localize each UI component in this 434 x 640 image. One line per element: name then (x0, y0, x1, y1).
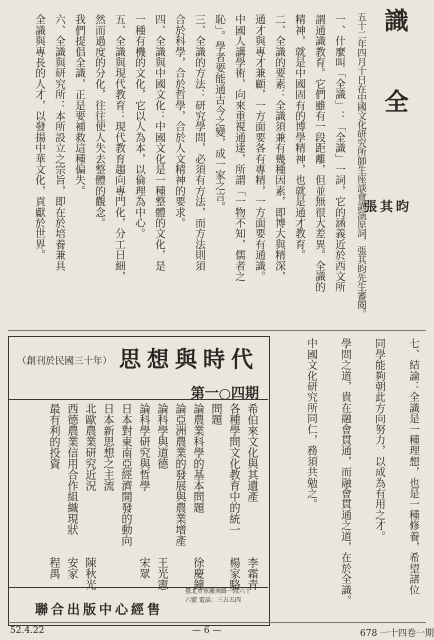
issue-number: 第一○四期 (190, 386, 259, 402)
toc-entry-title: 日本新思想之主流 (102, 403, 115, 491)
toc-entry-title: 論科學與道德 (156, 403, 169, 469)
toc-entry-author: 陳秋光 (84, 557, 97, 590)
toc-entry-title: 論科學研究與哲學 (138, 403, 151, 491)
article-column: 三、全識的方法：研究學問，必須有方法，而方法則須 (194, 14, 206, 271)
article-title: 識 全 (380, 8, 409, 127)
toc-entry-title: 希伯來文化與其遺產 (246, 403, 259, 502)
toc-entry-title: 問題 (210, 403, 223, 425)
toc-entry-author (119, 557, 133, 597)
article-subtitle: 五十二年四月十日在中國文化研究所師生座談會講演原詞，張其昀先生審閱。 (355, 12, 366, 318)
toc-entry-title: 論亞洲農業的發展與農業增產 (174, 403, 187, 546)
article-column: 然而過度的分化，往往使人失去整體的觀念。 (94, 14, 106, 228)
ad-rule-top (9, 399, 268, 400)
toc-entry-title: 各種學問文化教育中的統一 (228, 403, 241, 535)
publisher-address: 臺北市重慶南路一段六十六號 電話：三五五四 (185, 588, 252, 604)
toc-entry-author: 楊家駱 (228, 557, 241, 590)
footer-rule (8, 622, 426, 623)
article-column: 五、全識與現代教育：現代教育趨向專門化，分工日細， (114, 14, 126, 282)
article-column: 合於科學，合於哲學，合於人文精神的要求。 (174, 14, 186, 228)
article-column: 七、結論：全識是一種理想，也是一種修養，希望諸位 (408, 338, 420, 595)
toc-entry-author: 王光憲 (156, 557, 169, 590)
publisher-name: 聯合出版中心經售 (35, 603, 164, 618)
magazine-tagline: （創刊於民國三十年） (17, 356, 113, 367)
article-column: 我們提倡全識，正是要補救這種偏失。 (74, 14, 86, 196)
toc-entry-author: 安家 (66, 557, 79, 579)
article-column: 同學能夠朝此方向努力，以成為有用之才。 (374, 338, 386, 542)
page-number: — 6 — (192, 626, 222, 636)
article-column: 學問之道，貴在融會貫通，而融會貫通之道，在於全識。 (340, 338, 352, 606)
article-column: 通才與專才兼顧，一方面要各有專精，一方面要有通識。 (254, 14, 266, 282)
article-author: 張其昀 (363, 200, 412, 215)
article-column: 中國人講學術，向來重視通達，所謂「一物不知，儒者之 (234, 14, 246, 282)
footer-date: 52.4.22 (10, 626, 45, 636)
article-column: 恥」。學者要能通古今之變，成一家之言。 (214, 14, 226, 213)
article-column: 全識與專長的人才，以發揚中華文化，貢獻於世界。 (34, 14, 46, 261)
toc-entry-title: 最有利的投資 (48, 403, 61, 469)
article-column: 六、全識與研究所：本所設立之宗旨，即在於培養兼具 (54, 14, 66, 271)
divider-rule (8, 330, 426, 331)
article-column: 一、什麼叫「全識」：「全識」一詞，它的涵義近於西文所 (334, 14, 346, 293)
toc-entry-title: 論農業科學的基本問題 (192, 403, 205, 513)
toc-entry-title: 西德農業信用合作組織現狀 (66, 403, 79, 535)
article-column: 精神，就是中國固有的博學精神，也就是通才教育。 (294, 14, 306, 261)
toc-entry-title: 日本對東南亞經濟開發的動向 (120, 403, 133, 546)
magazine-title: 思想與時代 (118, 347, 259, 373)
toc-entry-author (101, 557, 115, 597)
toc-entry-title: 北歐農業研究近況 (84, 403, 97, 491)
toc-entry-author: 宋眾 (138, 557, 151, 579)
toc-entry-author: 徐慶鐘 (192, 557, 205, 590)
footer-series: 678 一十四卷一期 (360, 629, 434, 639)
article-column: 一種有機的文化，它以人為本，以倫理為中心。 (134, 14, 146, 239)
article-column: 二、全識的要素：全識須兼有幾種因素，即博大與精深， (274, 14, 286, 282)
toc-entry-author: 李霜青 (246, 557, 259, 590)
toc-entry-author: 程禺 (48, 557, 61, 579)
article-column: 中國文化研究所同仁，務須共勉之。 (306, 338, 318, 510)
article-column: 謂通識教育。它們雖有一段距離，但並無很大差異。全識的 (314, 14, 326, 293)
article-column: 四、全識與中國文化：中國文化是一種整體的文化，是 (154, 14, 166, 271)
magazine-advertisement (8, 336, 270, 626)
